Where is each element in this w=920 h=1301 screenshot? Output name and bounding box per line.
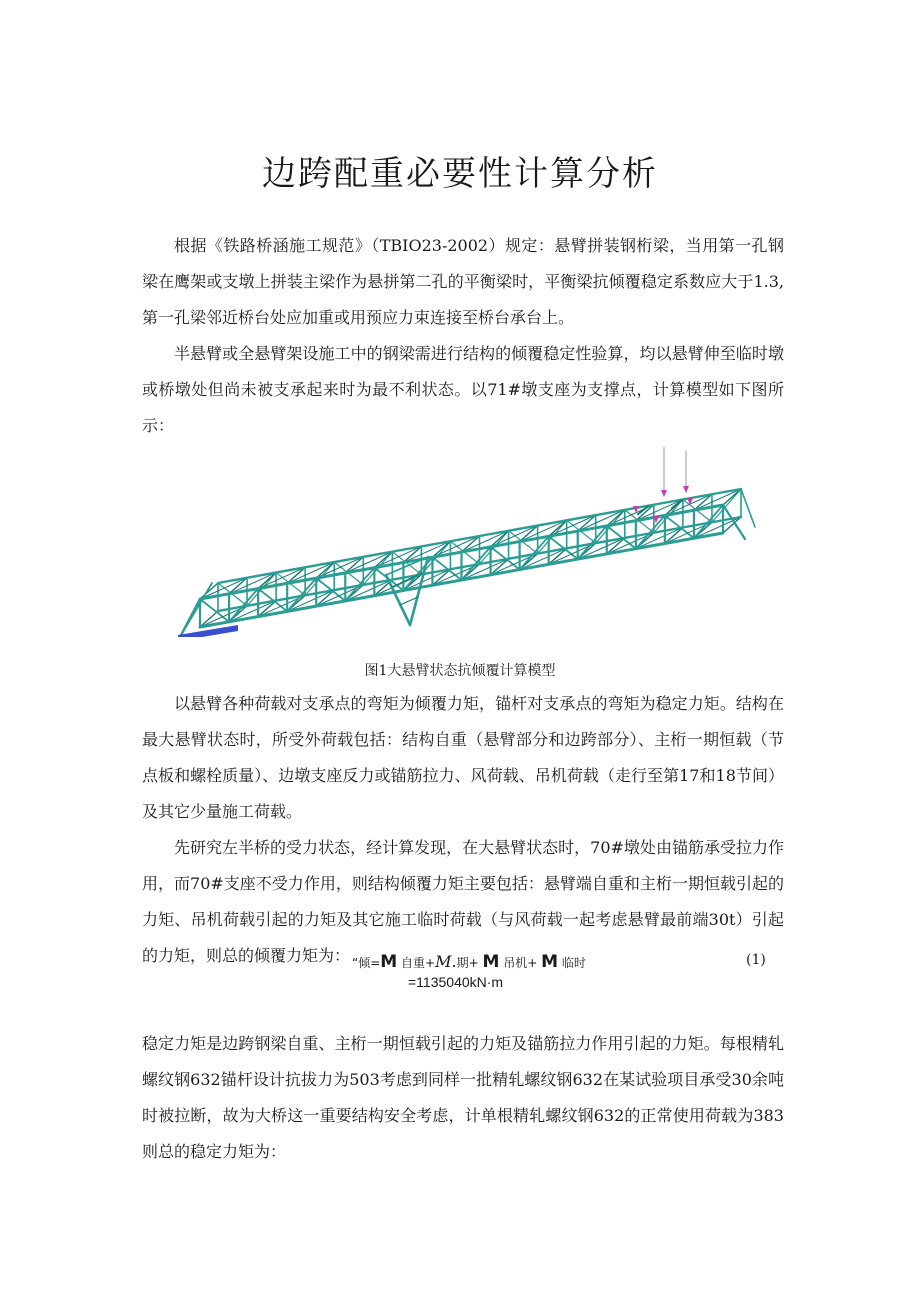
formula-term-4: M <box>541 952 559 972</box>
formula-prefix: “倾= <box>352 956 381 970</box>
formula-sub-4: 临时 <box>561 956 586 970</box>
formula-sub-2: 期+ <box>456 956 479 970</box>
paragraph-5: 稳定力矩是边跨钢梁自重、主桁一期恒载引起的力矩及锚筋拉力作用引起的力矩。每根精轧螺纹钢632锚杆设计抗拔力为503考虑到同样一批精轧螺纹钢632在某试验项目承受30余吨时被拉断，故为大桥这一重要结构安全考虑，计单根精轧螺纹钢632的正常使用荷载为383则总的稳定力矩为： <box>142 1034 784 1161</box>
equation-number: (1) <box>746 952 766 968</box>
overturning-moment-formula <box>352 952 586 972</box>
truss-structure <box>178 489 755 637</box>
paragraph-2: 半悬臂或全悬臂架设施工中的钢梁需进行结构的倾覆稳定性验算，均以悬臂伸至临时墩或桥墩处但尚未被支承起来时为最不利状态。以71#墩支座为支撑点，计算模型如下图所示： <box>142 344 784 435</box>
document-title: 边跨配重必要性计算分析 <box>262 154 658 194</box>
paragraph-4: 先研究左半桥的受力状态，经计算发现，在大悬臂状态时，70#墩处由锚筋承受拉力作用，而70#支座不受力作用，则结构倾覆力矩主要包括：悬臂端自重和主桁一期恒载引起的力矩、吊机荷载引起的力矩及其它施工临时荷载（与风荷载一起考虑悬臂最前端30t）引起的力矩，则总的倾覆力矩为： <box>142 838 784 965</box>
paragraph-3: 以悬臂各种荷载对支承点的弯矩为倾覆力矩，锚杆对支承点的弯矩为稳定力矩。结构在最大悬臂状态时，所受外荷载包括：结构自重（悬臂部分和边跨部分）、主桁一期恒载（节点板和螺栓质量）、边墩支座反力或锚筋拉力、风荷载、吊机荷载（走行至第17和18节间）及其它少量施工荷载。 <box>142 694 784 821</box>
figure-caption: 图1大悬臂状态抗倾覆计算模型 <box>364 663 556 679</box>
paragraph-1: 根据《铁路桥涵施工规范》（TBIO23-2002）规定：悬臂拼装钢桁梁，当用第一孔钢梁在鹰架或支墩上拼装主梁作为悬拼第二孔的平衡梁时，平衡梁抗倾覆稳定系数应大于1.3,第一孔梁邻近桥台处应加重或用预应力束连接至桥台承台上。 <box>142 236 784 327</box>
formula-sub-1: 自重+ <box>401 956 436 970</box>
formula-term-1: M <box>380 952 398 972</box>
formula-term-3: M <box>482 952 500 972</box>
formula-term-2: M. <box>435 952 457 971</box>
formula-sub-3: 吊机+ <box>503 956 538 970</box>
truss-model-figure <box>178 447 758 637</box>
formula-result: =1135040kN·m <box>408 974 504 990</box>
